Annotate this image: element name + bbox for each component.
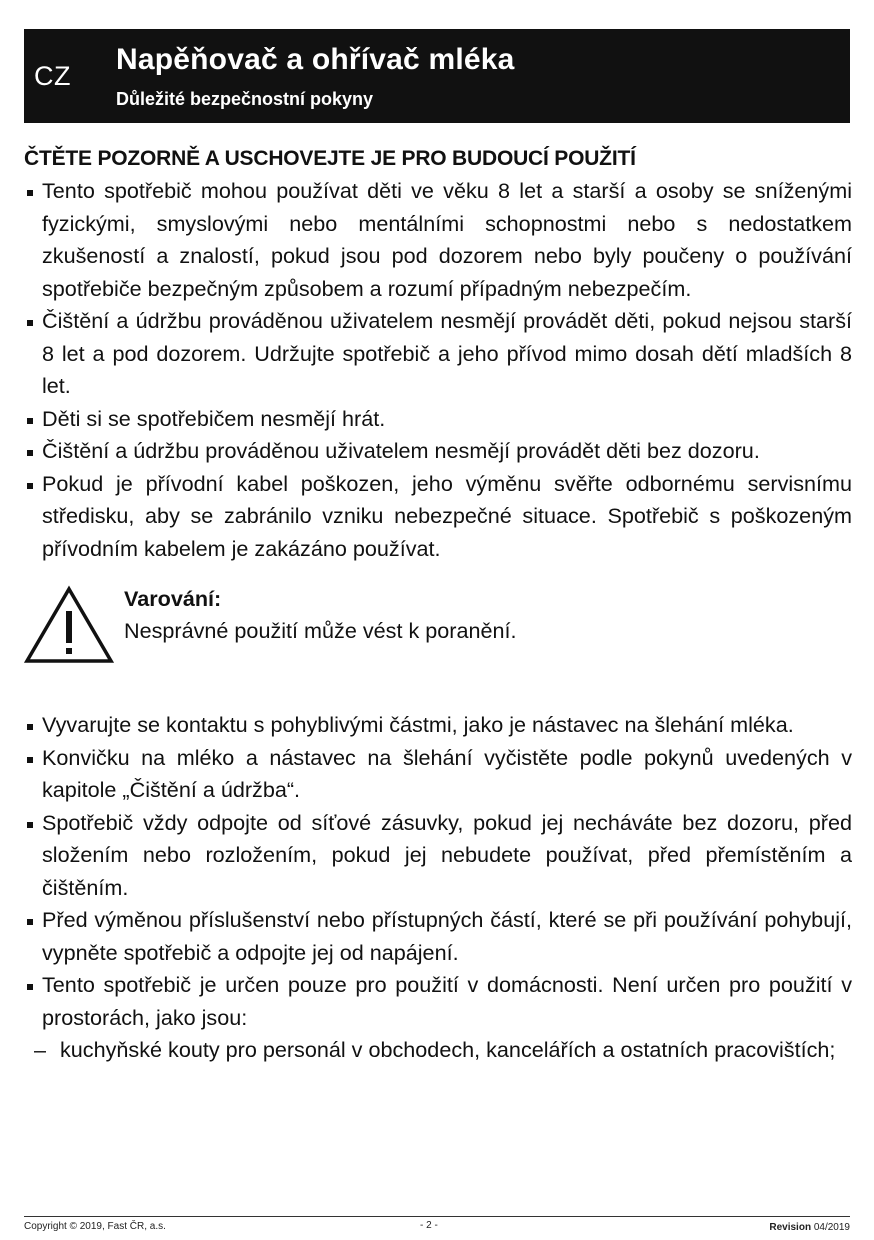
- list-item: [24, 742, 852, 807]
- bullet-list-first: [24, 175, 852, 565]
- list-item: [24, 305, 852, 403]
- page-title: Napěňovač a ohřívač mléka: [116, 43, 515, 76]
- page-subtitle: Důležité bezpečnostní pokyny: [116, 89, 374, 109]
- bullet-icon: [27, 418, 33, 424]
- bullet-icon: [27, 757, 33, 763]
- list-item: [24, 709, 852, 742]
- list-item: [24, 807, 852, 905]
- list-item-text: Pokud je přívodní kabel poškozen, jeho výměnu svěřte odbornému servisnímu středisku, aby se zabránilo vzniku nebezpečné situace. Spotřebič s poškozeným přívodním kabelem je zakázáno používat.: [42, 470, 852, 561]
- list-item-text: Děti si se spotřebičem nesmějí hrát.: [42, 405, 386, 431]
- list-item: [24, 468, 852, 566]
- header-bar: [24, 29, 850, 123]
- dash-marker: –: [34, 1037, 47, 1062]
- bullet-icon: [27, 724, 33, 730]
- revision-label: Revision: [769, 1222, 812, 1233]
- bullet-icon: [27, 190, 33, 196]
- language-code: CZ: [34, 61, 71, 91]
- footer: [24, 1219, 850, 1235]
- copyright-text: Copyright © 2019, Fast ČR, a.s.: [24, 1221, 166, 1232]
- bullet-icon: [27, 822, 33, 828]
- bullet-icon: [27, 450, 33, 456]
- section-heading: ČTĚTE POZORNĚ A USCHOVEJTE JE PRO BUDOUCÍ POUŽITÍ: [24, 147, 636, 170]
- list-item-text: Čištění a údržbu prováděnou uživatelem nesmějí provádět děti, pokud nejsou starší 8 let a pod dozorem. Udržujte spotřebič a jeho přívod mimo dosah dětí mladších 8 let.: [42, 308, 852, 398]
- bullet-icon: [27, 320, 33, 326]
- list-item: [24, 403, 852, 436]
- dash-list-item: [24, 1034, 852, 1067]
- list-item-text: Spotřebič vždy odpojte od síťové zásuvky, pokud jej necháváte bez dozoru, před složením nebo rozložením, pokud jej nebudete používat, před přemístěním a čištěním.: [42, 809, 852, 900]
- warning-triangle-icon: [24, 585, 114, 665]
- dash-item-text: kuchyňské kouty pro personál v obchodech, kancelářích a ostatních pracovištích;: [60, 1037, 836, 1062]
- list-item-text: Tento spotřebič mohou používat děti ve věku 8 let a starší a osoby se sníženými fyzickými, smyslovými nebo mentálními schopnostmi nebo s nedostatkem zkušeností a znalostí, pokud jsou pod dozorem nebo byly poučeny o používání spotřebiče bezpečným způsobem a rozumí případným nebezpečím.: [42, 178, 852, 301]
- list-item: [24, 175, 852, 305]
- bullet-list-second: [24, 709, 852, 1034]
- list-item: [24, 435, 852, 468]
- footer-divider: [24, 1216, 850, 1217]
- warning-text: Nesprávné použití může vést k poranění.: [124, 618, 517, 643]
- warning-block: [24, 579, 852, 709]
- list-item: [24, 969, 852, 1034]
- bullet-icon: [27, 984, 33, 990]
- bullet-icon: [27, 483, 33, 489]
- list-item-text: Čištění a údržbu prováděnou uživatelem nesmějí provádět děti bez dozoru.: [42, 438, 760, 463]
- list-item-text: Vyvarujte se kontaktu s pohyblivými částmi, jako je nástavec na šlehání mléka.: [42, 712, 794, 737]
- list-item-text: Tento spotřebič je určen pouze pro použití v domácnosti. Není určen pro použití v prostorách, jako jsou:: [42, 972, 852, 1030]
- list-item-text: Před výměnou příslušenství nebo přístupných částí, které se při používání pohybují, vypněte spotřebič a odpojte jej od napájení.: [42, 907, 852, 965]
- list-item-text: Konvičku na mléko a nástavec na šlehání vyčistěte podle pokynů uvedených v kapitole „Čištění a údržba“.: [42, 744, 852, 802]
- page-number: - 2 -: [420, 1220, 438, 1231]
- document-body: [24, 143, 852, 1067]
- warning-title: Varování:: [124, 586, 222, 611]
- revision-info: [769, 1222, 850, 1233]
- revision-value: 04/2019: [813, 1222, 850, 1233]
- list-item: [24, 904, 852, 969]
- bullet-icon: [27, 919, 33, 925]
